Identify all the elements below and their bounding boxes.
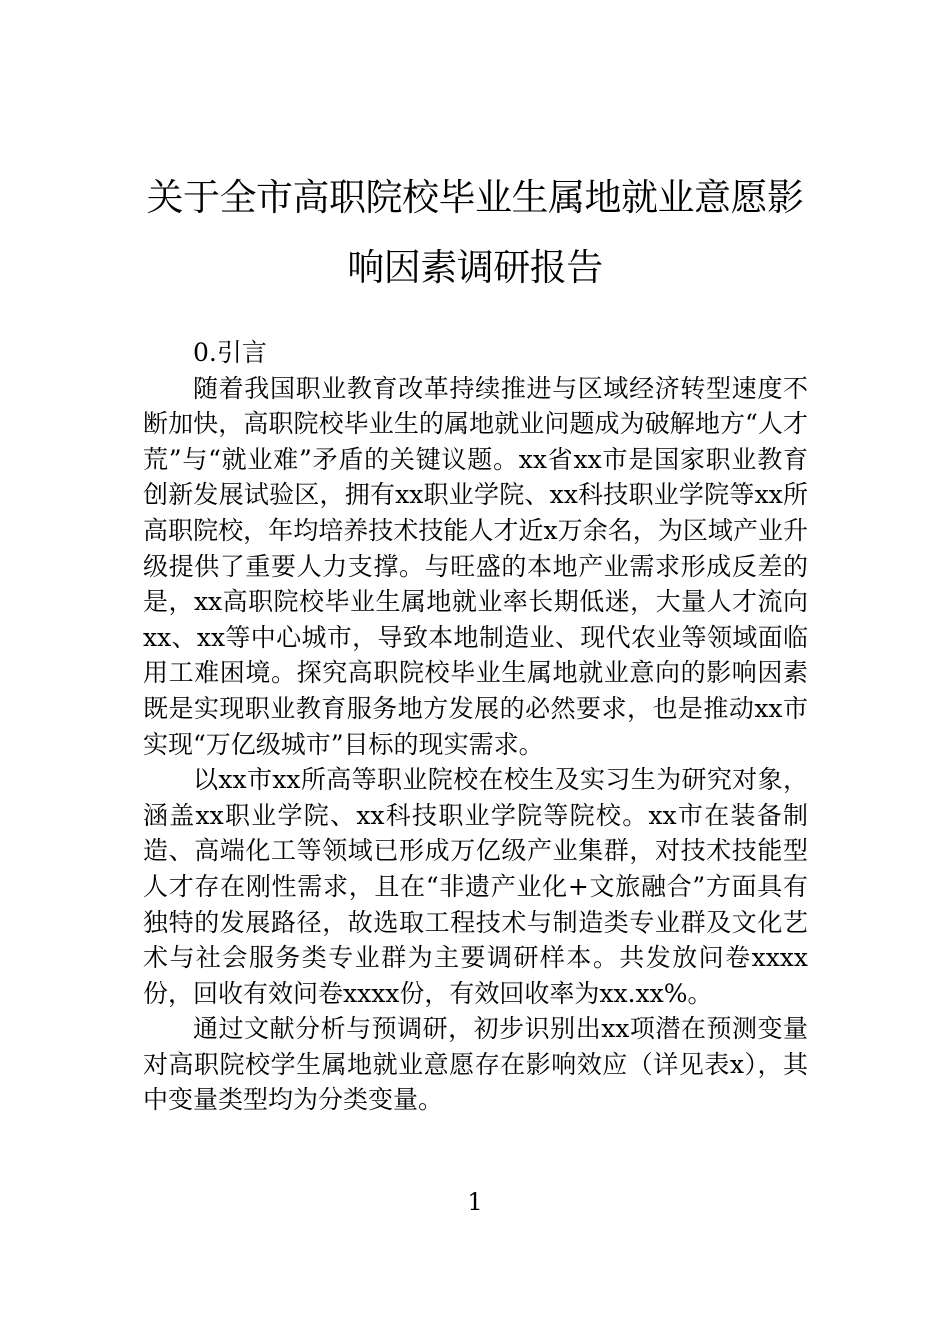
report-title-line-2: 响因素调研报告	[347, 246, 603, 289]
section-heading-introduction: 0.引言	[193, 338, 267, 367]
report-body	[143, 335, 808, 1118]
paragraph-background: 随着我国职业教育改革持续推进与区域经济转型速度不断加快，高职院校毕业生的属地就业问题成为破解地方“人才荒”与“就业难”矛盾的关键议题。xx省xx市是国家职业教育创新发展试验区，拥有xx职业学院、xx科技职业学院等xx所高职院校，年均培养技术技能人才近x万余名，为区域产业升级提供了重要人力支撑。与旺盛的本地产业需求形成反差的是，xx高职院校毕业生属地就业率长期低迷，大量人才流向xx、xx等中心城市，导致本地制造业、现代农业等领域面临用工难困境。探究高职院校毕业生属地就业意向的影响因素既是实现职业教育服务地方发展的必然要求，也是推动xx市实现“万亿级城市”目标的现实需求。	[143, 373, 808, 759]
report-title-line-1: 关于全市高职院校毕业生属地就业意愿影	[146, 176, 804, 219]
paragraph-research-scope: 以xx市xx所高等职业院校在校生及实习生为研究对象，涵盖xx职业学院、xx科技职业学院等院校。xx市在装备制造、高端化工等领域已形成万亿级产业集群，对技术技能型人才存在刚性需求，且在“非遗产业化+文旅融合”方面具有独特的发展路径，故选取工程技术与制造类专业群及文化艺术与社会服务类专业群为主要调研样本。共发放问卷xxxx份，回收有效问卷xxxx份，有效回收率为xx.xx%。	[143, 765, 808, 1008]
page-number: 1	[467, 1188, 483, 1216]
paragraph-variables: 通过文献分析与预调研，初步识别出xx项潜在预测变量对高职院校学生属地就业意愿存在影响效应（详见表x），其中变量类型均为分类变量。	[143, 1014, 808, 1115]
